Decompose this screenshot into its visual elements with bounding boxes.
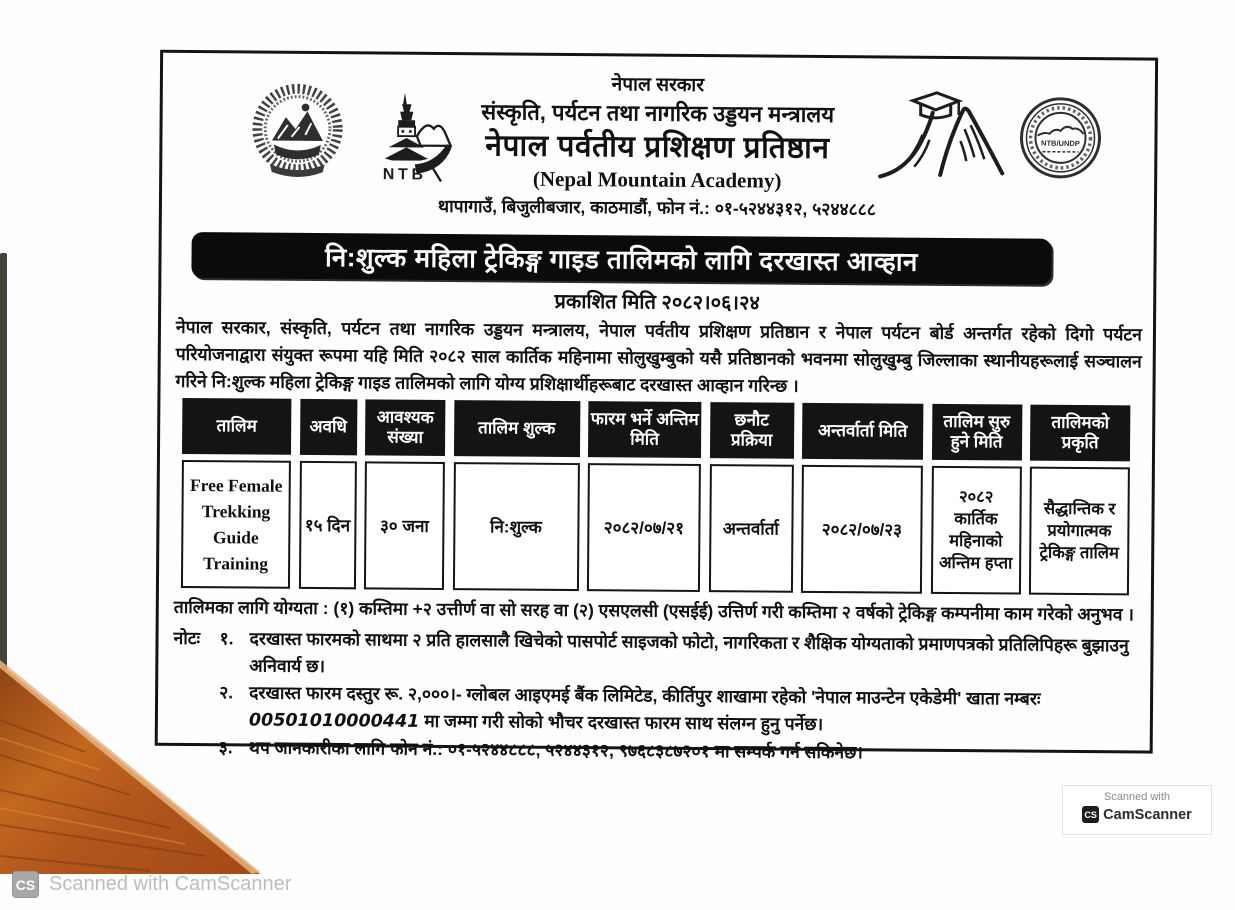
col-header-form-deadline: फारम भर्ने अन्तिम मिति bbox=[588, 401, 701, 458]
notice-body: नेपाल सरकार, संस्कृति, पर्यटन तथा नागरिक उड्डयन मन्त्रालय, नेपाल पर्वतीय प्रशिक्षण प्रतिष्ठान र नेपाल पर्यटन बोर्ड अन्तर्गत रहेको दिगो पर्यटन परियोजनाद्वारा संयुक्त रूपमा यहि मिति २०८२ साल कार्तिक महिनामा सोलुखुम्बुको यसै प्रतिष्ठानको भवनमा सोलुखुम्बु जिल्लाका स्थानीयहरूलाई सञ्चालन गरिने नि:शुल्क महिला ट्रेकिङ्ग गाइड तालिमको लागि योग्य प्रशिक्षार्थीहरूबाट दरखास्त आव्हान गरिन्छ । bbox=[175, 316, 1143, 396]
letterhead bbox=[437, 71, 876, 223]
note-1-text: दरखास्त फारमको साथमा २ प्रति हालसालै खिचेको पासपोर्ट साइजको फोटो, नागरिकता र शैक्षिक योग्यताको प्रमाणपत्रको प्रतिलिपिहरू बुझाउनु अनिवार्य छ। bbox=[249, 628, 1129, 676]
cell-interview-date: २०८२/०७/२३ bbox=[801, 465, 923, 594]
cell-nature: सैद्धान्तिक र प्रयोगात्मक ट्रेकिङ्ग तालिम bbox=[1029, 467, 1130, 596]
notice-title: नि:शुल्क महिला ट्रेकिङ्ग गाइड तालिमको लागि दरखास्त आव्हान bbox=[324, 242, 919, 277]
stamp-center-label: NTB/UNDP bbox=[1041, 138, 1080, 148]
nepal-government-emblem-icon bbox=[248, 81, 347, 190]
camscanner-watermark-footer bbox=[12, 871, 291, 898]
training-table bbox=[181, 398, 1130, 595]
camscanner-cs-icon: CS bbox=[1082, 806, 1099, 823]
col-header-interview-date: अन्तर्वार्ता मिति bbox=[802, 403, 923, 460]
note-2-number: २. bbox=[219, 682, 234, 703]
graduation-cap-icon bbox=[913, 93, 959, 118]
ntb-logo-icon bbox=[360, 90, 455, 195]
ntb-undp-stamp-icon bbox=[1018, 96, 1103, 181]
cell-fee: नि:शुल्क bbox=[452, 462, 579, 591]
academy-name-nepali: नेपाल पर्वतीय प्रशिक्षण प्रतिष्ठान bbox=[485, 129, 830, 166]
ministry-line: संस्कृति, पर्यटन तथा नागरिक उड्डयन मन्त्रालय bbox=[481, 99, 835, 128]
mountain-academy-logo-icon bbox=[874, 84, 1009, 187]
camscanner-watermark-small bbox=[1062, 785, 1212, 835]
government-line: नेपाल सरकार bbox=[611, 74, 705, 97]
cell-form-deadline: २०८२/०७/२१ bbox=[587, 463, 701, 592]
note-2-text bbox=[249, 679, 1145, 740]
published-date: प्रकाशित मिति २०८२।०६।२४ bbox=[554, 290, 760, 315]
note-2-text-after: मा जम्मा गरी सोको भौचर दरखास्त फारम साथ संलग्न हुनु पर्नेछ। bbox=[419, 710, 824, 734]
scanned-with-label: Scanned with bbox=[1103, 791, 1171, 803]
camscanner-footer-label: Scanned with CamScanner bbox=[49, 873, 292, 895]
note-3-number: ३. bbox=[218, 737, 233, 758]
camscanner-cs-icon-footer: CS bbox=[12, 871, 39, 898]
notes-section bbox=[173, 625, 1146, 768]
eligibility-line: तालिमका लागि योग्यता : (१) कम्तिमा +२ उत्तीर्ण वा सो सरह वा (२) एसएलसी (एसईई) उत्तिर्ण गरी कम्तिमा २ वर्षको ट्रेकिङ्ग कम्पनीमा काम गरेको अनुभव । bbox=[173, 596, 1135, 625]
notice-document bbox=[155, 50, 1158, 763]
address-line: थापागाउँ, बिजुलीबजार, काठमाडौं, फोन नं.: ०१-५२४४३१२, ५२४४८८८ bbox=[437, 195, 876, 220]
notes-label: नोटः bbox=[173, 627, 201, 649]
academy-name-english: (Nepal Mountain Academy) bbox=[532, 166, 782, 193]
note-3-text: थप जानकारीका लागि फोन नं.: ०१-५२४४८८८, ५२४४३१२, ९७६८३८७२०१ मा सम्पर्क गर्न सकिनेछ। bbox=[248, 737, 864, 763]
ntb-logo-label: NTB bbox=[382, 166, 427, 184]
note-1-number: १. bbox=[219, 628, 234, 649]
col-header-start-date: तालिम सुरु हुने मिति bbox=[931, 404, 1021, 461]
col-header-duration: अवधि bbox=[299, 399, 356, 455]
cell-required-number: ३० जना bbox=[364, 461, 445, 590]
cell-start-date: २०८२ कार्तिक महिनाको अन्तिम हप्ता bbox=[930, 466, 1021, 595]
cell-duration: १५ दिन bbox=[298, 461, 356, 589]
col-header-training: तालिम bbox=[182, 398, 291, 455]
cell-selection: अन्तर्वार्ता bbox=[708, 464, 793, 593]
note-2-text-before: दरखास्त फारम दस्तुर रू. २,०००।- ग्लोबल आइएमई बैंक लिमिटेड, कीर्तिपुर शाखामा रहेको 'नेपाल माउन्टेन एकेडेमी' खाता नम्बरः bbox=[249, 682, 1041, 709]
col-header-required-number: आवश्यक संख्या bbox=[365, 399, 445, 456]
camscanner-brand-label: CamScanner bbox=[1103, 806, 1192, 823]
bank-account-number: 00501010000441 bbox=[248, 709, 420, 732]
col-header-selection: छनौट प्रक्रिया bbox=[709, 402, 793, 459]
col-header-fee: तालिम शुल्क bbox=[453, 400, 579, 457]
col-header-nature: तालिमको प्रकृति bbox=[1030, 405, 1130, 462]
notice-title-banner bbox=[191, 232, 1051, 285]
cell-training-name: Free Female Trekking Guide Training bbox=[181, 460, 291, 589]
